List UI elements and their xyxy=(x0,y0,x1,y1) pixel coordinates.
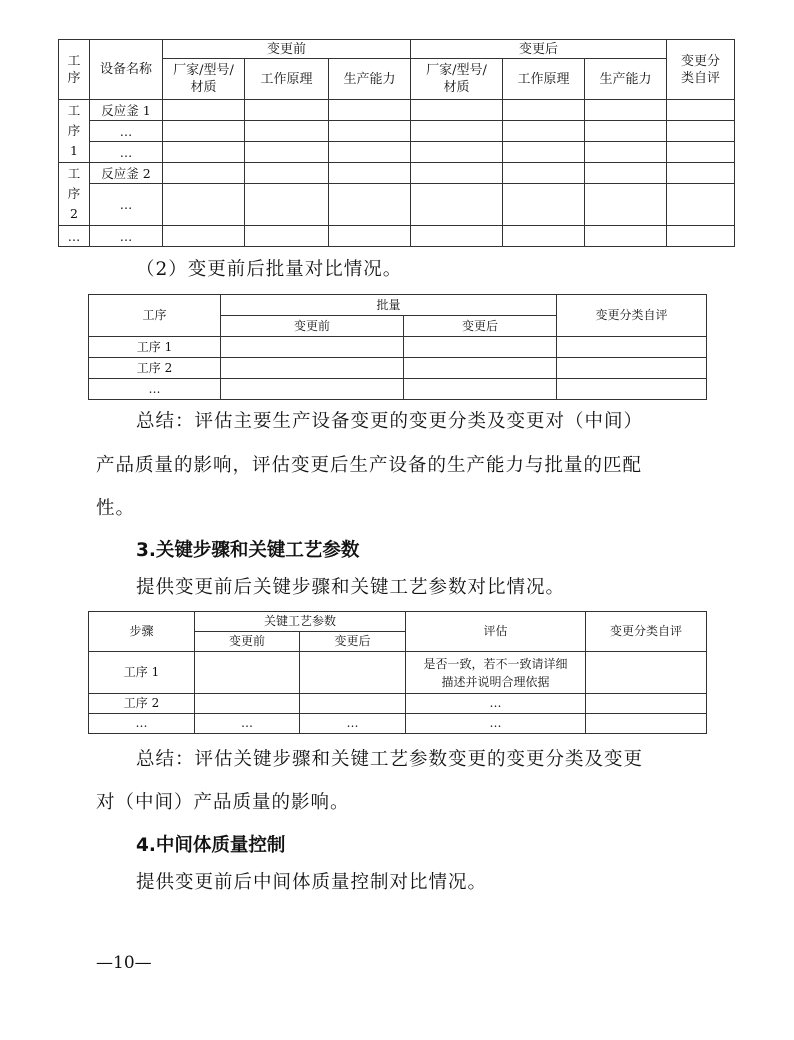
header-process: 工序 xyxy=(89,295,221,337)
process-cell: 工序 1 xyxy=(89,337,221,358)
section-2-title: （2）变更前后批量对比情况。 xyxy=(136,259,403,280)
summary-2-line-2: 对（中间）产品质量的影响。 xyxy=(96,792,350,813)
device-cell: 反应釜 2 xyxy=(90,163,163,184)
header-before: 变更前 xyxy=(195,632,300,652)
eval-cell: … xyxy=(406,694,586,714)
device-cell: … xyxy=(90,226,163,247)
page-number: —10— xyxy=(96,953,152,973)
section-4-heading: 4.中间体质量控制 xyxy=(136,835,286,856)
header-capacity-after: 生产能力 xyxy=(585,59,667,100)
header-batch: 批量 xyxy=(221,295,557,316)
step-cell: 工序 1 xyxy=(89,652,195,694)
header-principle-after: 工作原理 xyxy=(503,59,585,100)
header-after: 变更后 xyxy=(300,632,406,652)
eval-cell: … xyxy=(406,714,586,734)
before-cell: … xyxy=(195,714,300,734)
summary-2-line-1: 总结：评估关键步骤和关键工艺参数变更的变更分类及变更 xyxy=(136,749,644,770)
header-step: 步骤 xyxy=(89,612,195,652)
header-before: 变更前 xyxy=(221,316,404,337)
header-after: 变更后 xyxy=(411,40,667,59)
after-cell: … xyxy=(300,714,406,734)
process-1-cell: 工 序 1 xyxy=(59,100,90,163)
equipment-comparison-table xyxy=(58,39,735,247)
header-before: 变更前 xyxy=(163,40,411,59)
eval-cell: 是否一致，若不一致请详细 描述并说明合理依据 xyxy=(406,652,586,694)
summary-1-line-2: 产品质量的影响，评估变更后生产设备的生产能力与批量的匹配 xyxy=(96,455,643,476)
header-self-eval: 变更分类自评 xyxy=(557,295,707,337)
key-parameters-table xyxy=(88,611,707,734)
header-self-eval: 变更分 类自评 xyxy=(667,40,735,100)
section-4-intro: 提供变更前后中间体质量控制对比情况。 xyxy=(136,872,488,893)
summary-1-line-3: 性。 xyxy=(96,498,136,519)
device-cell: … xyxy=(90,184,163,226)
step-cell: … xyxy=(89,714,195,734)
section-3-intro: 提供变更前后关键步骤和关键工艺参数对比情况。 xyxy=(136,577,566,598)
header-eval: 评估 xyxy=(406,612,586,652)
device-cell: 反应釜 1 xyxy=(90,100,163,121)
process-cell: 工序 2 xyxy=(89,358,221,379)
process-2-cell: 工 序 2 xyxy=(59,163,90,226)
header-mfr-after: 厂家/型号/ 材质 xyxy=(411,59,503,100)
header-process: 工 序 xyxy=(59,40,90,100)
header-principle-before: 工作原理 xyxy=(245,59,329,100)
process-cell: … xyxy=(59,226,90,247)
batch-comparison-table xyxy=(88,294,707,400)
header-capacity-before: 生产能力 xyxy=(329,59,411,100)
header-key-params: 关键工艺参数 xyxy=(195,612,406,632)
process-cell: … xyxy=(89,379,221,400)
header-device-name: 设备名称 xyxy=(90,40,163,100)
section-3-heading: 3.关键步骤和关键工艺参数 xyxy=(136,540,360,561)
step-cell: 工序 2 xyxy=(89,694,195,714)
header-self-eval: 变更分类自评 xyxy=(586,612,707,652)
header-mfr-before: 厂家/型号/ 材质 xyxy=(163,59,245,100)
header-after: 变更后 xyxy=(404,316,557,337)
summary-1-line-1: 总结：评估主要生产设备变更的变更分类及变更对（中间） xyxy=(136,411,644,432)
device-cell: … xyxy=(90,142,163,163)
device-cell: … xyxy=(90,121,163,142)
